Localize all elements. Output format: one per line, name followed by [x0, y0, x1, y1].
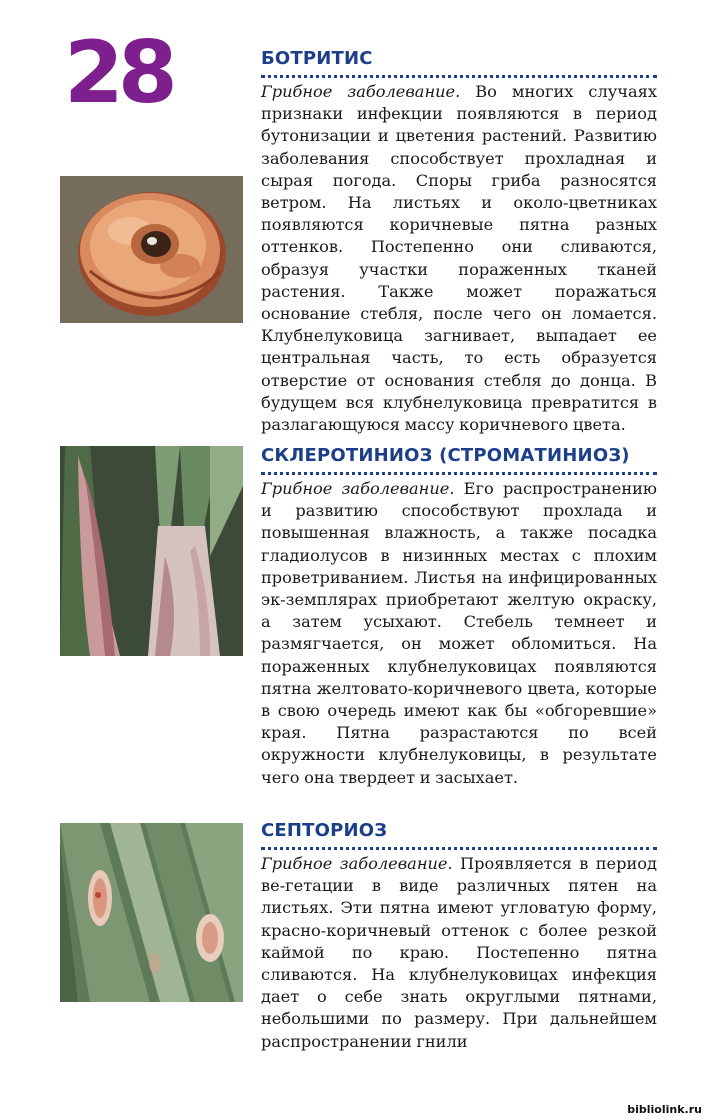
- section-botrytis: [261, 48, 657, 436]
- section-body-septoria: [261, 853, 657, 1053]
- septoria-leaf-photo: [60, 823, 243, 1002]
- section-title-sclerotinia: СКЛЕРОТИНИОЗ (СТРОМАТИНИОЗ): [261, 445, 630, 466]
- dotted-divider: [261, 472, 657, 475]
- section-lead: Грибное заболевание.: [261, 479, 455, 498]
- section-septoria: [261, 820, 657, 1053]
- dotted-divider: [261, 847, 657, 850]
- section-sclerotinia: [261, 445, 657, 789]
- section-title-septoria: СЕПТОРИОЗ: [261, 820, 388, 841]
- botrytis-corm-photo: [60, 176, 243, 323]
- section-text: Его распространению и развитию способствуют прохлада и повышенная влажность, а также посадка гладиолусов в низинных местах с плохим проветриванием. Листья на инфицированных эк-земплярах приобретают желтую окраску, а затем усыхают. Стебель темнеет и размягчается, он может обломиться. На пораженных клубнелуковицах появляются пятна желтовато-коричневого цвета, которые в свою очередь имеют как бы «обгоревшие» края. Пятна разрастаются по всей окружности клубнелуковицы, в результате чего она твердеет и засыхает.: [261, 479, 657, 787]
- watermark: bibliolink.ru: [627, 1103, 702, 1116]
- section-lead: Грибное заболевание.: [261, 854, 453, 873]
- section-body-botrytis: [261, 81, 657, 436]
- sclerotinia-stem-photo: [60, 446, 243, 656]
- section-title-botrytis: БОТРИТИС: [261, 48, 373, 69]
- section-lead: Грибное заболевание.: [261, 82, 461, 101]
- dotted-divider: [261, 75, 657, 78]
- section-text: Во многих случаях признаки инфекции появляются в период бутонизации и цветения растений. Развитию заболевания способствует прохладная и сырая погода. Споры гриба разносятся ветром. На листьях и около-цветниках появляются коричневые пятна разных оттенков. Постепенно они сливаются, образуя участки пораженных тканей растения. Также может поражаться основание стебля, после чего он ломается. Клубнелуковица загнивает, выпадает ее центральная часть, то есть образуется отверстие от основания стебля до донца. В будущем вся клубнелуковица превратится в разлагающуюся массу коричневого цвета.: [261, 82, 658, 435]
- section-body-sclerotinia: [261, 478, 657, 789]
- page-number: 28: [64, 23, 172, 123]
- section-text: Проявляется в период ве-гетации в виде различных пятен на листьях. Эти пятна имеют угловатую форму, красно-коричневый оттенок с более резкой каймой по краю. Постепенно пятна сливаются. На клубнелуковицах инфекция дает о себе знать округлыми пятнами, небольшими по размеру. При дальнейшем распространении гнили: [261, 854, 657, 1051]
